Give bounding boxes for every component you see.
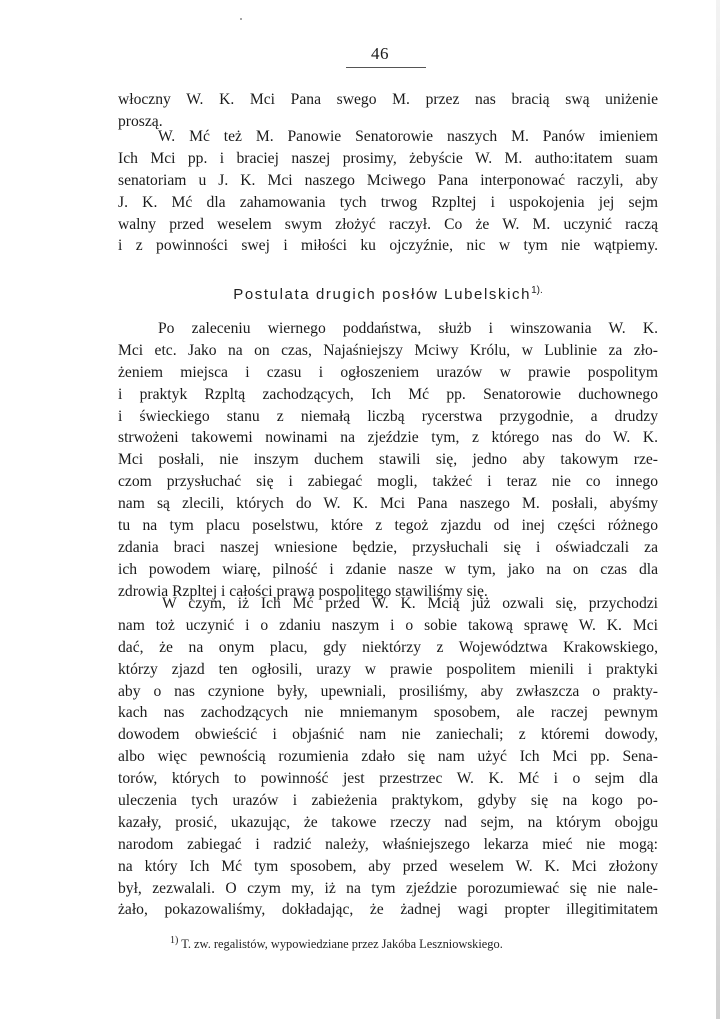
text-line: i świeckiego stanu z niemałą liczbą rycerstwa przygodnie, a drudzy (118, 407, 658, 425)
text-line: Mci etc. Jako na on czas, Najaśniejszy Mciwy Królu, w Lublinie za zło- (118, 341, 658, 359)
text-line: Ich Mci pp. i braciej naszej prosimy, żebyście W. M. autho:itatem suam (118, 149, 658, 167)
text-line: dowodem obwieścić i objaśnić nam nie zaniechali; z któremi dowody, (118, 726, 658, 744)
text-line: Mci posłali, nie inszym duchem stawili się, jedno aby takowym rze- (118, 451, 658, 469)
footnote-reference: 1). (531, 285, 543, 296)
text-line: dać, że na onym placu, gdy niektórzy z Województwa Krakowskiego, (118, 638, 658, 656)
text-line: senatoriam u J. K. Mci naszego Mciwego Pana interponować raczyli, aby (118, 171, 658, 189)
text-line: żało, pokazowaliśmy, dokładając, że żadnej wagi propter illegitimitatem (118, 901, 658, 919)
text-line: był, zezwalali. O czym my, iż na tym zjeździe porozumiewać się nie nale- (118, 879, 658, 897)
section-heading (118, 285, 658, 303)
text-line: żeniem miejsca i czasu i ogłoszeniem urazów w prawie pospolitym (118, 363, 658, 381)
text-line: nam toż uczynić i o zdaniu naszym i o sobie takową sprawę W. K. Mci (118, 616, 658, 634)
text-line: Po zaleceniu wiernego poddaństwa, służb i winszowania W. K. (158, 320, 658, 337)
text-line: zdania braci naszej wniesione będzie, przysłuchali się i oświadczali za (118, 538, 658, 556)
footnote-marker: 1) (170, 935, 179, 946)
text-line: walny przed weselem swym złożyć raczył. Co że W. M. uczynić raczą (118, 215, 658, 233)
scan-edge (716, 0, 720, 1019)
text-line: W. Mć też M. Panowie Senatorowie naszych M. Panów imieniem (158, 128, 658, 145)
text-line: proszą. (118, 112, 163, 130)
text-line: uleczenia tych urazów i zabieżenia praktykom, gdyby się na kogo po- (118, 792, 658, 810)
text-line: ich powodem wiarę, pilność i zdanie nasze w tym, jako na on czas dla (118, 560, 658, 578)
section-title-text: Postulata drugich posłów Lubelskich (233, 286, 532, 303)
text-line: kach nas zachodzących nie mniemanym sposobem, ale raczej pewnym (118, 704, 658, 722)
paragraph-4 (118, 593, 658, 921)
scan-speck (240, 18, 242, 20)
text-line: tu na tym placu poselstwu, które z tegoż zjazdu od inej części różnego (118, 517, 658, 535)
text-line: narodom zabiegać i radzić należy, właśniejszego lekarza mieć nie mogą: (118, 835, 658, 853)
text-line: J. K. Mć dla zahamowania tych trwog Rzpltej i uspokojenia jej sejm (118, 193, 658, 211)
text-line: włoczny W. K. Mci Pana swego M. przez nas bracią swą uniżenie (118, 91, 658, 108)
header-rule (346, 67, 426, 68)
text-line: czom przysłuchać się i zabiegać mogli, takżeć i teraz nie co innego (118, 473, 658, 491)
text-line: na który Ich Mć tym sposobem, aby przed weselem W. K. Mci złożony (118, 857, 658, 875)
text-line: aby o nas czynione były, upewniali, prosiliśmy, aby zwłaszcza o prakty- (118, 682, 658, 700)
text-line: W czym, iż Ich Mć przed W. K. Mcią już ozwali się, przychodzi (162, 595, 658, 612)
text-line: strwożeni takowemi nowinami na zjeździe tym, z którego nas do W. K. (118, 429, 658, 447)
text-line: albo więc pewnością rozumienia zdało się nam użyć Ich Mci pp. Sena- (118, 748, 658, 766)
paragraph-2 (118, 126, 658, 257)
text-line: i z powinności swej i miłości ku ojczyźnie, nic w tym nie wątpiemy. (118, 237, 658, 255)
text-line: którzy zjazd ten ogłosili, urazy w prawie pospolitem mienili i praktyki (118, 660, 658, 678)
paragraph-3 (118, 318, 658, 603)
footnote-text: T. zw. regalistów, wypowiedziane przez Jakóba Leszniowskiego. (181, 937, 503, 952)
text-line: nam są zlecili, których do W. K. Mci Pana naszego M. posłali, abyśmy (118, 495, 658, 513)
footnote (170, 933, 650, 952)
text-line: i praktyk Rzpltą zachodzących, Ich Mć pp. Senatorowie duchownego (118, 385, 658, 403)
page-number: 46 (371, 44, 389, 63)
text-line: zdrowia Rzpltej i całości prawa pospolitego stawiliśmy się. (118, 582, 488, 600)
text-line: kazały, prosić, ukazując, że takowe rzeczy nad sejm, na którym obojgu (118, 813, 658, 831)
text-line: torów, których to powinność jest przestrzec W. K. Mć i o sejm dla (118, 770, 658, 788)
